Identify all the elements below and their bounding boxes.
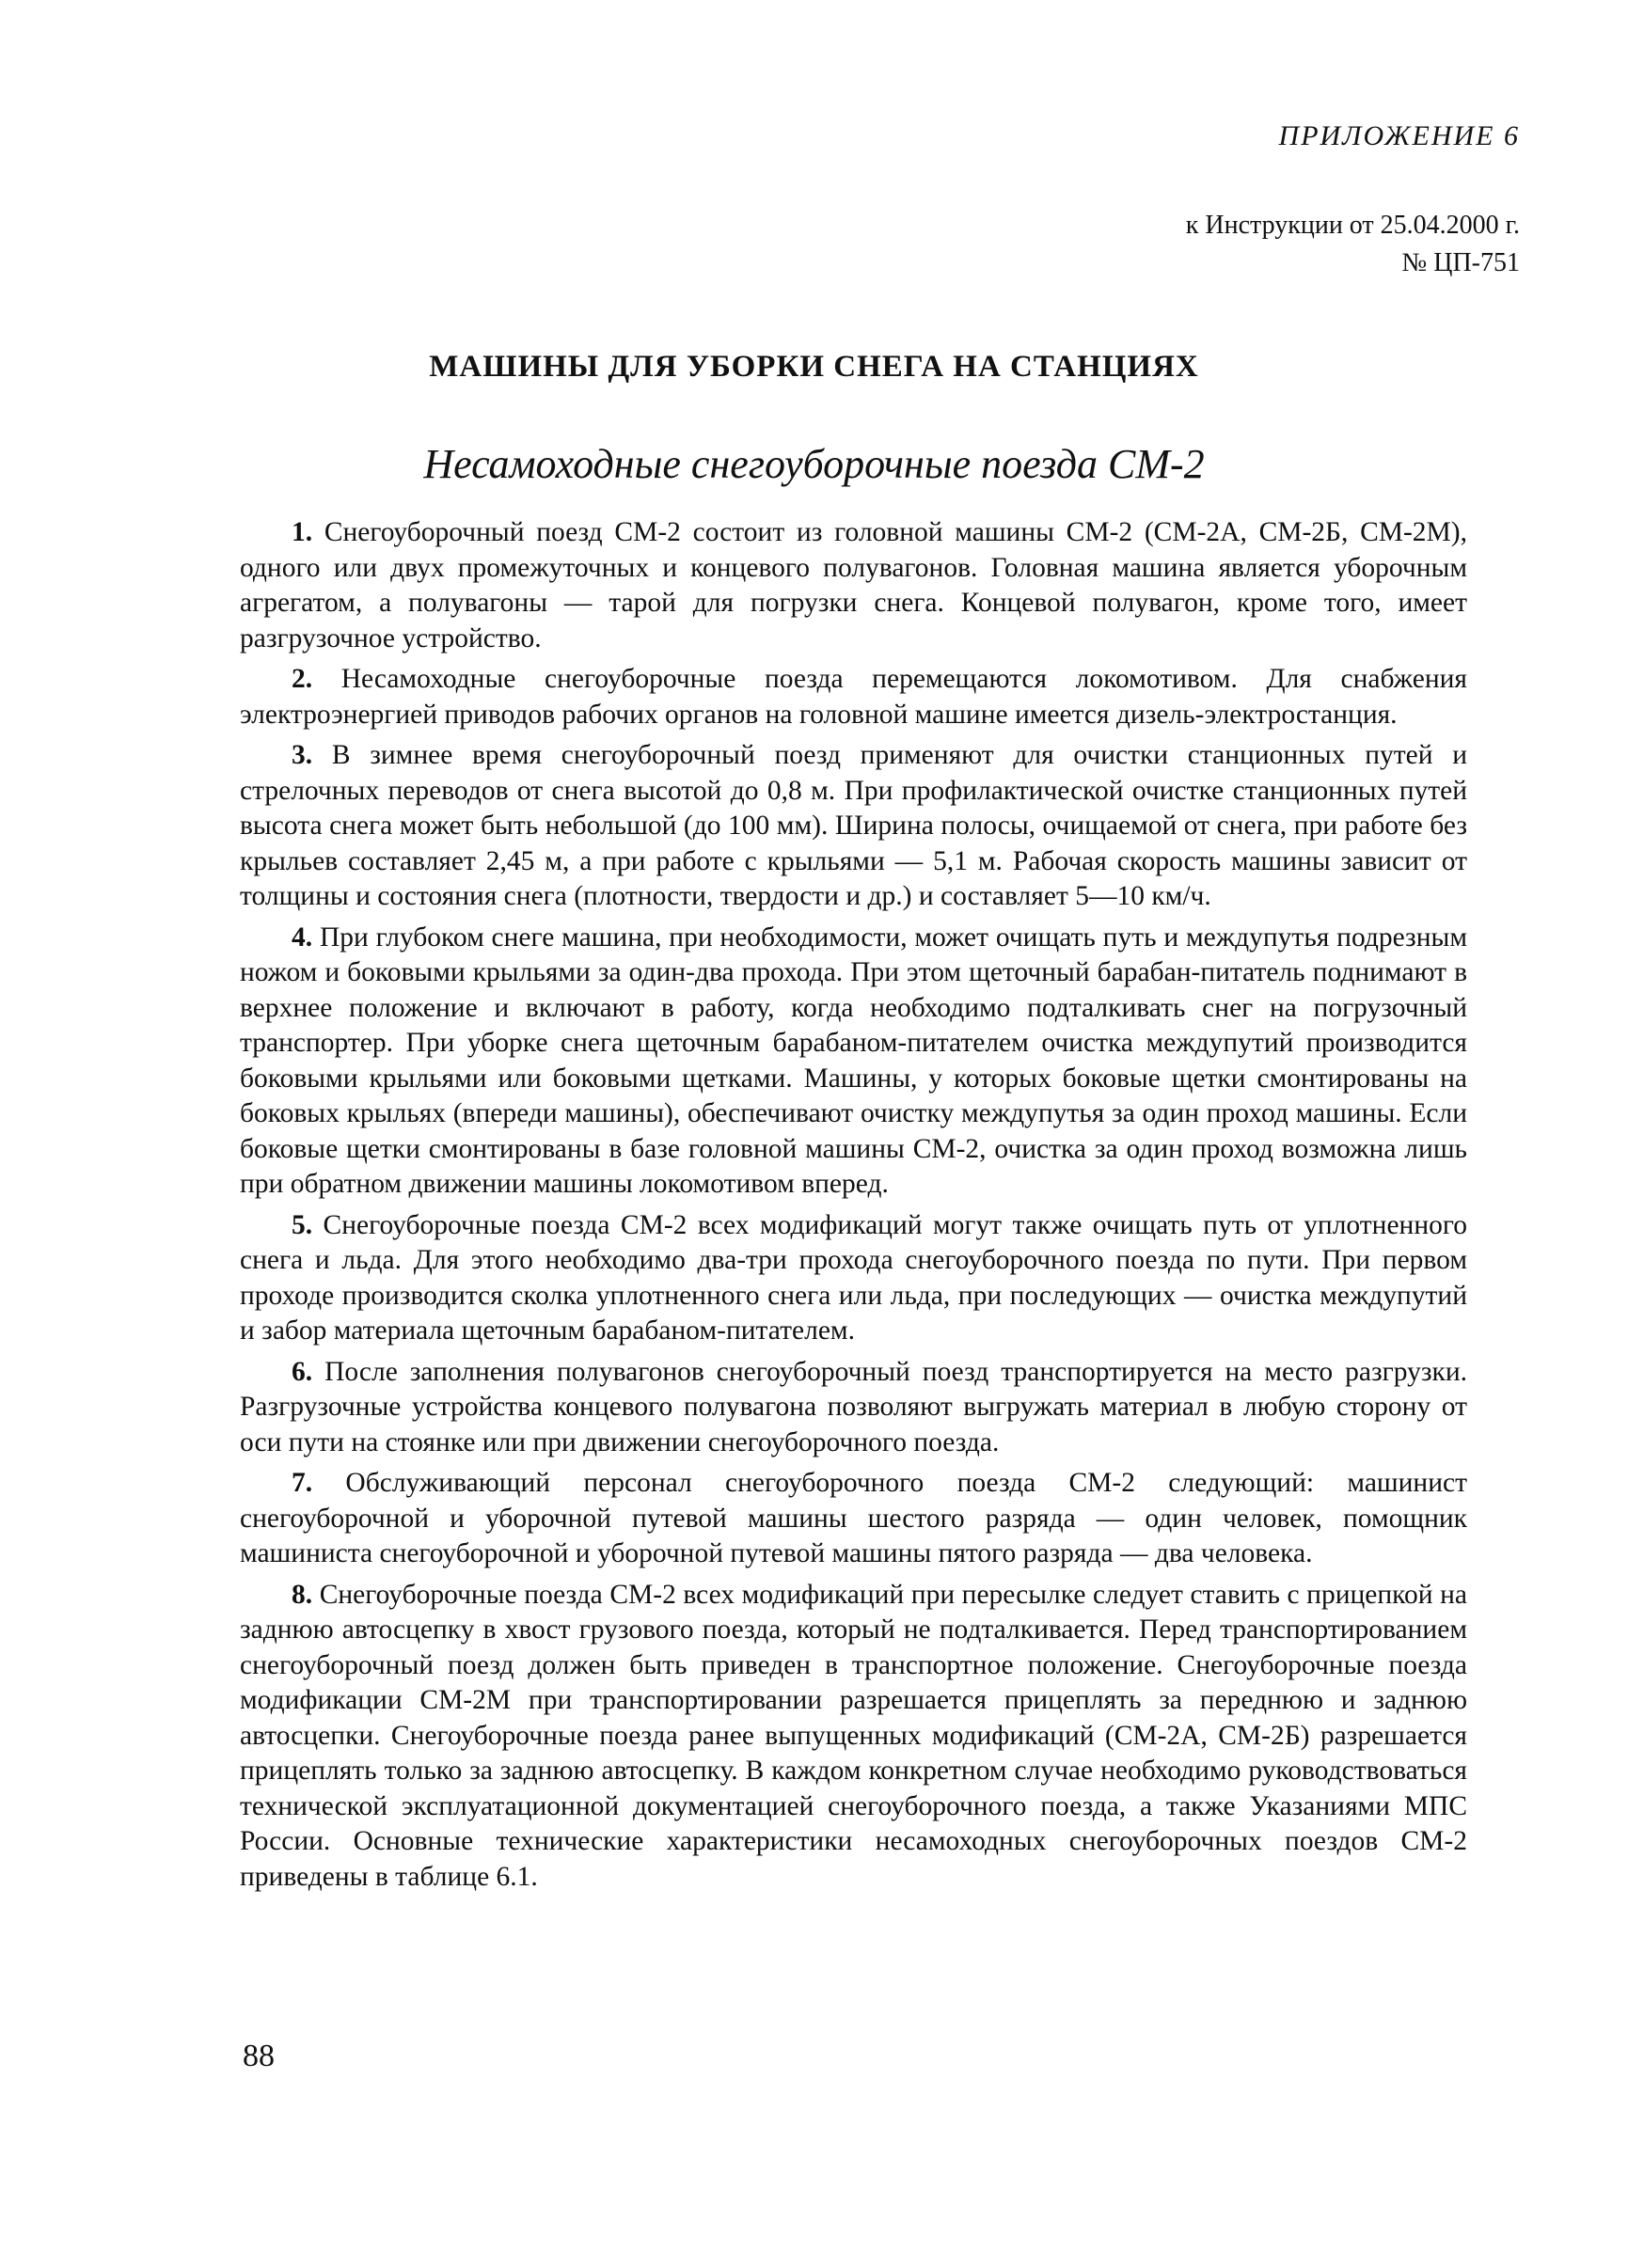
section-subtitle: Несамоходные снегоуборочные поезда СМ-2 [423, 441, 1205, 487]
paragraph-text: Снегоуборочные поезда СМ-2 всех модификаций при пересылке следует ставить с прицепкой на заднюю автосцепку в хвост грузового поезда, который не подталкивается. Перед транспортированием снегоуборочный поезд должен быть приведен в транспортное положение. Снегоуборочные поезда модификации СМ-2М при транспортировании разрешается прицеплять за переднюю и заднюю автосцепки. Снегоуборочные поезда ранее выпущенных модификаций (СМ-2А, СМ-2Б) разрешается прицеплять только за заднюю автосцепку. В каждом конкретном случае необходимо руководствоваться технической эксплуатационной документацией снегоуборочного поезда, а также Указаниями МПС России. Основные технические характеристики несамоходных снегоуборочных поездов СМ-2 приведены в таблице 6.1. [240, 1579, 1467, 1892]
paragraph-text: В зимнее время снегоуборочный поезд применяют для очистки станционных путей и стрелочных переводов от снега высотой до 0,8 м. При профилактической очистке станционных путей высота снега может быть небольшой (до 100 мм). Ширина полосы, очищаемой от снега, при работе без крыльев составляет 2,45 м, а при работе с крыльями — 5,1 м. Рабочая скорость машины зависит от толщины и состояния снега (плотности, твердости и др.) и составляет 5—10 км/ч. [240, 740, 1467, 911]
paragraph-number: 1. [292, 517, 313, 547]
paragraph-6 [240, 1355, 1467, 1461]
paragraph-5 [240, 1208, 1467, 1349]
paragraph-number: 8. [292, 1579, 313, 1610]
paragraph-text: Обслуживающий персонал снегоуборочного поезда СМ-2 следующий: машинист снегоуборочной и уборочной путевой машины шестого разряда — один человек, помощник машиниста снегоуборочной и уборочной путевой машины пятого разряда — два человека. [240, 1468, 1467, 1568]
appendix-label: ПРИЛОЖЕНИЕ 6 [1278, 120, 1520, 151]
paragraph-number: 6. [292, 1356, 313, 1387]
document-body [240, 515, 1467, 1900]
paragraph-1 [240, 515, 1467, 656]
paragraph-number: 7. [292, 1468, 313, 1498]
paragraph-8 [240, 1578, 1467, 1896]
paragraph-number: 4. [292, 921, 313, 953]
instruction-reference [1186, 207, 1520, 282]
page-number: 88 [243, 2039, 275, 2073]
page-title: МАШИНЫ ДЛЯ УБОРКИ СНЕГА НА СТАНЦИЯХ [429, 350, 1199, 384]
paragraph-text: Несамоходные снегоуборочные поезда перемещаются локомотивом. Для снабжения электроэнергией приводов рабочих органов на головной машине имеется дизель-электростанция. [240, 664, 1467, 730]
paragraph-text: После заполнения полувагонов снегоуборочный поезд транспортируется на место разгрузки. Разгрузочные устройства концевого полувагона позволяют выгружать материал в любую сторону от оси пути на стоянке или при движении снегоуборочного поезда. [240, 1356, 1467, 1457]
paragraph-2 [240, 662, 1467, 732]
paragraph-7 [240, 1466, 1467, 1572]
reference-line-2: № ЦП-751 [1401, 248, 1520, 277]
paragraph-4 [240, 921, 1467, 1203]
paragraph-number: 5. [292, 1209, 313, 1240]
paragraph-number: 3. [292, 740, 313, 770]
reference-line-1: к Инструкции от 25.04.2000 г. [1185, 211, 1520, 240]
paragraph-text: При глубоком снеге машина, при необходимости, может очищать путь и междупутья подрезным ножом и боковыми крыльями за один-два прохода. При этом щеточный барабан-питатель поднимают в верхнее положение и включают в работу, когда необходимо подталкивать снег на погрузочный транспортер. При уборке снега щеточным барабаном-питателем очистка междупутий производится боковыми крыльями или боковыми щетками. Машины, у которых боковые щетки смонтированы на боковых крыльях (впереди машины), обеспечивают очистку междупутья за один проход машины. Если боковые щетки смонтированы в базе головной машины СМ-2, очистка за один проход возможна лишь при обратном движении машины локомотивом вперед. [240, 921, 1467, 1199]
paragraph-3 [240, 738, 1467, 915]
paragraph-text: Снегоуборочный поезд СМ-2 состоит из головной машины СМ-2 (СМ-2А, СМ-2Б, СМ-2М), одного или двух промежуточных и концевого полувагонов. Головная машина является уборочным агрегатом, а полувагоны — тарой для погрузки снега. Концевой полувагон, кроме того, имеет разгрузочное устройство. [240, 517, 1467, 654]
paragraph-text: Снегоуборочные поезда СМ-2 всех модификаций могут также очищать путь от уплотненного снега и льда. Для этого необходимо два-три прохода снегоуборочного поезда по пути. При первом проходе производится сколка уплотненного снега или льда, при последующих — очистка междупутий и забор материала щеточным барабаном-питателем. [240, 1209, 1467, 1346]
paragraph-number: 2. [292, 664, 313, 694]
